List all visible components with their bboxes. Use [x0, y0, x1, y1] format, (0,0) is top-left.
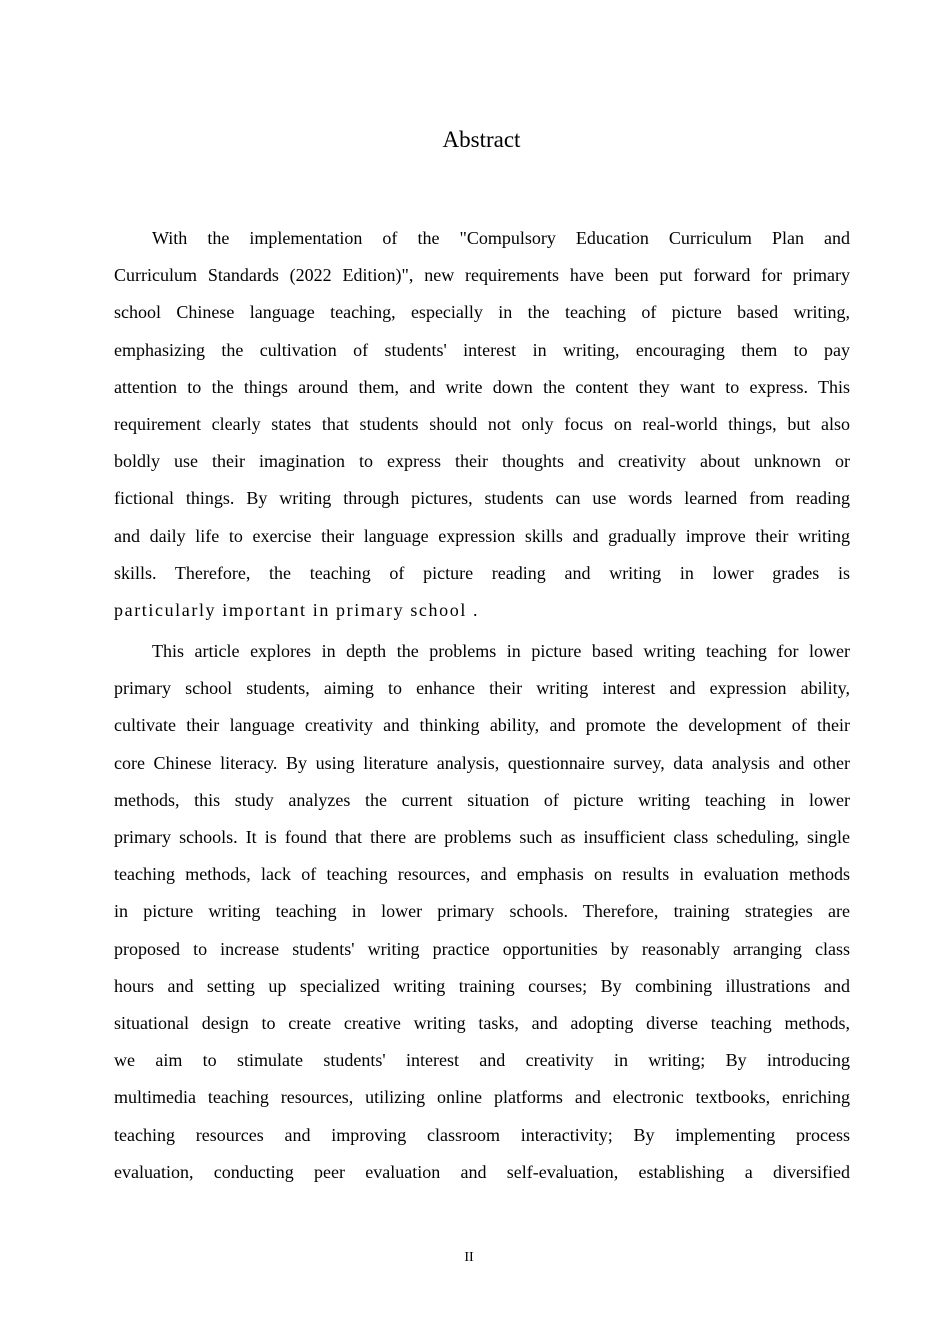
page-number: II — [464, 1250, 474, 1265]
abstract-body — [114, 220, 850, 1191]
paragraph-line: school Chinese language teaching, especially in the teaching of picture based writing, — [114, 302, 850, 323]
paragraph-line: With the implementation of the "Compulsory Education Curriculum Plan and — [152, 228, 850, 248]
paragraph-line: proposed to increase students' writing practice opportunities by reasonably arranging class — [114, 938, 850, 959]
paragraph-line: requirement clearly states that students should not only focus on real-world things, but also — [114, 413, 850, 434]
paragraph-line: situational design to create creative writing tasks, and adopting diverse teaching methods, — [114, 1012, 850, 1033]
paragraph-line: methods, this study analyzes the current situation of picture writing teaching in lower — [114, 789, 850, 810]
abstract-paragraph-2 — [114, 633, 850, 1191]
paragraph-line: particularly important in primary school . — [114, 599, 480, 620]
paragraph-line: primary school students, aiming to enhance their writing interest and expression ability, — [114, 678, 850, 699]
paragraph-line: core Chinese literacy. By using literature analysis, questionnaire survey, data analysis and other — [114, 752, 850, 773]
paragraph-line: attention to the things around them, and write down the content they want to express. This — [114, 376, 850, 397]
paragraph-line: Curriculum Standards (2022 Edition)", new requirements have been put forward for primary — [114, 265, 850, 286]
paragraph-line: emphasizing the cultivation of students' interest in writing, encouraging them to pay — [114, 339, 850, 360]
paragraph-line: This article explores in depth the problems in picture based writing teaching for lower — [152, 641, 850, 662]
paragraph-line: we aim to stimulate students' interest and creativity in writing; By introducing — [114, 1050, 850, 1071]
paragraph-line: hours and setting up specialized writing training courses; By combining illustrations and — [114, 975, 850, 996]
paragraph-line: cultivate their language creativity and thinking ability, and promote the development of their — [114, 715, 850, 736]
paragraph-line: evaluation, conducting peer evaluation and self-evaluation, establishing a diversified — [114, 1161, 850, 1182]
abstract-paragraph-1 — [114, 220, 850, 629]
paragraph-line: multimedia teaching resources, utilizing online platforms and electronic textbooks, enriching — [114, 1087, 850, 1108]
paragraph-line: and daily life to exercise their language expression skills and gradually improve their writing — [114, 525, 850, 546]
paragraph-line: teaching resources and improving classroom interactivity; By implementing process — [114, 1124, 850, 1145]
abstract-title: Abstract — [442, 127, 521, 152]
paragraph-line: primary schools. It is found that there are problems such as insufficient class scheduling, single — [114, 827, 850, 847]
paragraph-line: fictional things. By writing through pictures, students can use words learned from reading — [114, 488, 850, 509]
paragraph-line: teaching methods, lack of teaching resources, and emphasis on results in evaluation methods — [114, 864, 850, 885]
paragraph-line: skills. Therefore, the teaching of picture reading and writing in lower grades is — [114, 562, 850, 583]
paragraph-line: in picture writing teaching in lower primary schools. Therefore, training strategies are — [114, 901, 850, 922]
paragraph-line: boldly use their imagination to express their thoughts and creativity about unknown or — [114, 451, 850, 472]
